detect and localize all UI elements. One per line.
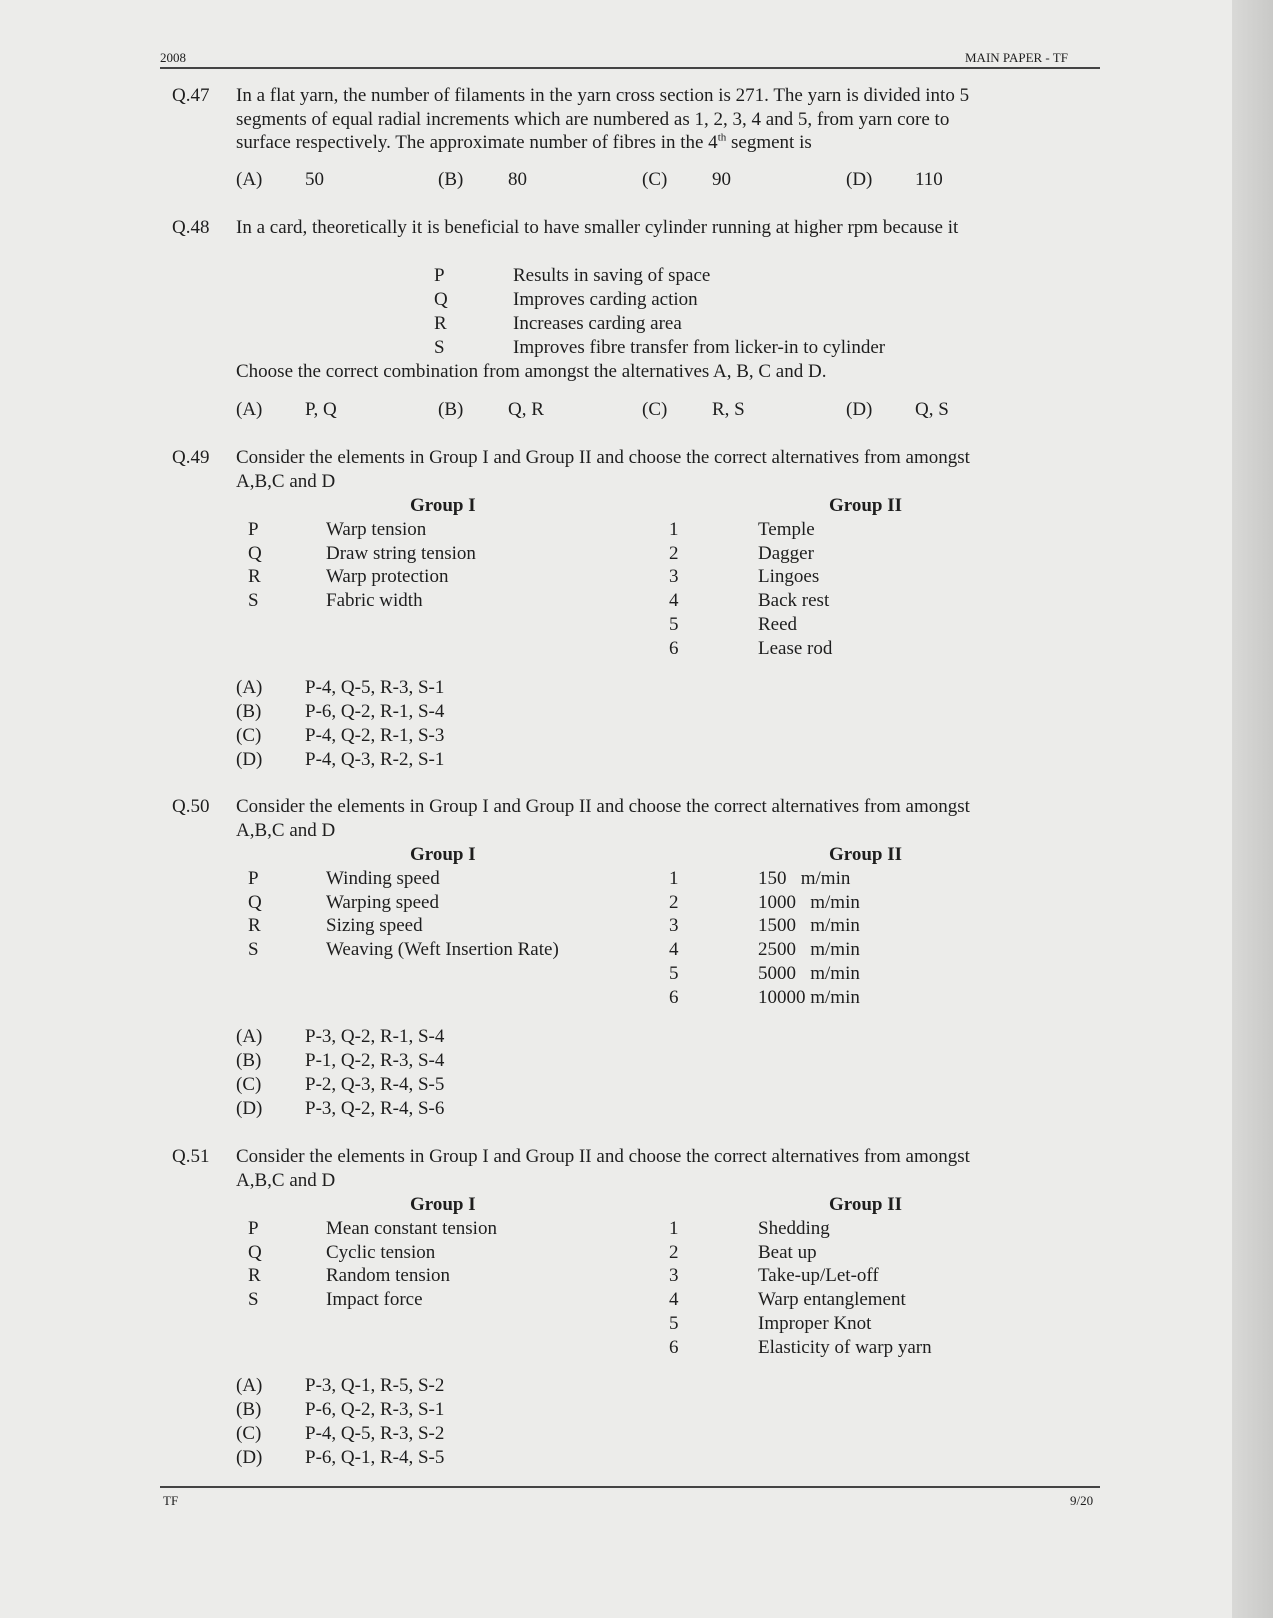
group2-key: 6 (669, 1336, 679, 1358)
option-label: (B) (438, 399, 464, 420)
group1-key: P (248, 1217, 259, 1239)
group2-key: 6 (669, 637, 679, 659)
group2-title: Group II (829, 844, 903, 865)
question-stem-line: A,B,C and D (236, 819, 336, 841)
option-label: (B) (438, 169, 464, 190)
option-value: P-4, Q-2, R-1, S-3 (305, 725, 445, 746)
option-label: (D) (846, 399, 873, 420)
option-label: (C) (642, 169, 668, 190)
statement-text: Increases carding area (513, 313, 682, 334)
group1-title: Group I (410, 1194, 476, 1215)
option-value: P, Q (305, 399, 337, 420)
group2-key: 4 (669, 1289, 679, 1311)
group1-key: R (248, 566, 261, 588)
option-label: (C) (236, 725, 262, 746)
option-label: (D) (236, 749, 263, 770)
group2-item: 1000 m/min (758, 891, 860, 913)
group2-key: 1 (669, 1217, 679, 1239)
option-value: P-1, Q-2, R-3, S-4 (305, 1050, 445, 1071)
question-number: Q.47 (172, 85, 210, 106)
statement-key: P (434, 265, 445, 286)
group1-key: S (248, 1289, 259, 1311)
group2-item: 1500 m/min (758, 915, 860, 937)
header-year: 2008 (160, 50, 186, 65)
group2-key: 3 (669, 566, 679, 588)
group2-item: Reed (758, 614, 798, 635)
group2-key: 5 (669, 1313, 679, 1334)
group2-item: 150 m/min (758, 867, 851, 889)
statement-text: Improves fibre transfer from licker-in to cylinder (513, 337, 886, 358)
group2-title: Group II (829, 495, 903, 516)
option-label: (B) (236, 1050, 262, 1071)
question-stem-line: Consider the elements in Group I and Group II and choose the correct alternatives from amongst (236, 447, 970, 468)
option-value: P-6, Q-1, R-4, S-5 (305, 1447, 445, 1468)
option-label: (A) (236, 169, 263, 190)
option-label: (D) (236, 1447, 263, 1468)
question-stem-line: In a flat yarn, the number of filaments in the yarn cross section is 271. The yarn is divided into 5 (236, 85, 970, 106)
group2-key: 6 (669, 986, 679, 1008)
footer-code: TF (163, 1493, 179, 1508)
group1-key: Q (248, 891, 262, 913)
group1-item: Warp tension (326, 518, 427, 540)
option-value: P-3, Q-1, R-5, S-2 (305, 1375, 445, 1396)
option-value: 90 (712, 169, 731, 190)
statement-key: S (434, 337, 445, 358)
group2-key: 5 (669, 614, 679, 635)
group1-key: S (248, 590, 259, 612)
group2-title: Group II (829, 1194, 903, 1215)
group1-item: Winding speed (326, 867, 440, 889)
question-stem-line: In a card, theoretically it is beneficial to have smaller cylinder running at higher rpm because it (236, 217, 959, 238)
group2-key: 2 (669, 1241, 679, 1263)
group2-item: Beat up (758, 1241, 817, 1263)
option-value: P-2, Q-3, R-4, S-5 (305, 1074, 445, 1095)
group2-key: 1 (669, 518, 679, 540)
statement-key: Q (434, 289, 448, 310)
group2-item: Elasticity of warp yarn (758, 1336, 932, 1358)
group2-item: Improper Knot (758, 1313, 872, 1334)
group2-key: 4 (669, 939, 679, 961)
header-rule (160, 67, 1100, 69)
group1-key: P (248, 867, 259, 889)
option-value: Q, S (915, 399, 949, 420)
group1-key: R (248, 1265, 261, 1287)
option-label: (C) (642, 399, 668, 420)
question-number: Q.49 (172, 447, 210, 468)
footer-rule (160, 1486, 1100, 1488)
group2-item: 5000 m/min (758, 963, 860, 984)
group2-item: Lingoes (758, 566, 820, 588)
group1-item: Warp protection (326, 566, 449, 588)
option-label: (C) (236, 1074, 262, 1095)
option-label: (A) (236, 399, 263, 420)
option-value: P-3, Q-2, R-1, S-4 (305, 1026, 445, 1047)
group1-key: S (248, 939, 259, 961)
group1-item: Fabric width (326, 590, 423, 612)
group2-item: Take-up/Let-off (758, 1265, 879, 1287)
group2-key: 2 (669, 891, 679, 913)
group2-key: 5 (669, 963, 679, 984)
group1-title: Group I (410, 844, 476, 865)
option-label: (C) (236, 1423, 262, 1444)
group2-key: 3 (669, 1265, 679, 1287)
question-stem-line: Consider the elements in Group I and Group II and choose the correct alternatives from amongst (236, 1146, 970, 1167)
group2-key: 2 (669, 542, 679, 564)
option-value: P-3, Q-2, R-4, S-6 (305, 1098, 445, 1119)
option-value: P-4, Q-3, R-2, S-1 (305, 749, 445, 770)
option-value: P-4, Q-5, R-3, S-1 (305, 677, 445, 698)
option-label: (A) (236, 677, 263, 698)
instruction: Choose the correct combination from amongst the alternatives A, B, C and D. (236, 361, 827, 382)
group2-key: 3 (669, 915, 679, 937)
option-label: (A) (236, 1026, 263, 1047)
question-number: Q.51 (172, 1146, 210, 1167)
option-value: P-4, Q-5, R-3, S-2 (305, 1423, 445, 1444)
option-value: 110 (915, 169, 943, 190)
group2-key: 1 (669, 867, 679, 889)
group1-item: Warping speed (326, 891, 439, 913)
group2-item: Temple (758, 518, 815, 540)
footer-page: 9/20 (1070, 1493, 1094, 1508)
group2-item: Dagger (758, 542, 814, 564)
question-stem-line: segments of equal radial increments which are numbered as 1, 2, 3, 4 and 5, from yarn core to (236, 108, 950, 130)
group1-title: Group I (410, 495, 476, 516)
question-stem-line: Consider the elements in Group I and Group II and choose the correct alternatives from amongst (236, 796, 970, 817)
option-value: Q, R (508, 399, 544, 420)
group1-key: Q (248, 542, 262, 564)
question-stem-line: A,B,C and D (236, 470, 336, 492)
group1-item: Draw string tension (326, 542, 476, 564)
group1-item: Mean constant tension (326, 1217, 497, 1239)
group1-item: Sizing speed (326, 915, 423, 937)
option-label: (A) (236, 1375, 263, 1396)
group1-item: Cyclic tension (326, 1241, 436, 1263)
header-paper: MAIN PAPER - TF (965, 50, 1068, 65)
group2-item: Lease rod (758, 637, 833, 659)
group1-item: Random tension (326, 1265, 451, 1287)
option-value: 50 (305, 169, 324, 190)
group2-item: 10000 m/min (758, 986, 860, 1008)
group2-item: 2500 m/min (758, 939, 860, 961)
scan-edge (1232, 0, 1273, 1618)
option-value: P-6, Q-2, R-3, S-1 (305, 1399, 445, 1420)
option-value: R, S (712, 399, 745, 420)
question-number: Q.48 (172, 217, 210, 238)
question-stem-line: A,B,C and D (236, 1169, 336, 1191)
option-label: (D) (236, 1098, 263, 1119)
group2-item: Back rest (758, 590, 830, 612)
question-stem-line: surface respectively. The approximate number of fibres in the 4th segment is (236, 131, 812, 153)
group1-key: P (248, 518, 259, 540)
option-label: (B) (236, 1399, 262, 1420)
group2-item: Warp entanglement (758, 1289, 906, 1311)
group1-item: Weaving (Weft Insertion Rate) (326, 939, 559, 961)
option-label: (B) (236, 701, 262, 722)
group1-key: R (248, 915, 261, 937)
group2-key: 4 (669, 590, 679, 612)
question-number: Q.50 (172, 796, 210, 817)
statement-text: Improves carding action (513, 289, 698, 310)
option-value: P-6, Q-2, R-1, S-4 (305, 701, 445, 722)
option-value: 80 (508, 169, 527, 190)
group1-key: Q (248, 1241, 262, 1263)
option-label: (D) (846, 169, 873, 190)
statement-text: Results in saving of space (513, 265, 711, 286)
group2-item: Shedding (758, 1217, 830, 1239)
statement-key: R (434, 313, 447, 334)
group1-item: Impact force (326, 1289, 423, 1311)
